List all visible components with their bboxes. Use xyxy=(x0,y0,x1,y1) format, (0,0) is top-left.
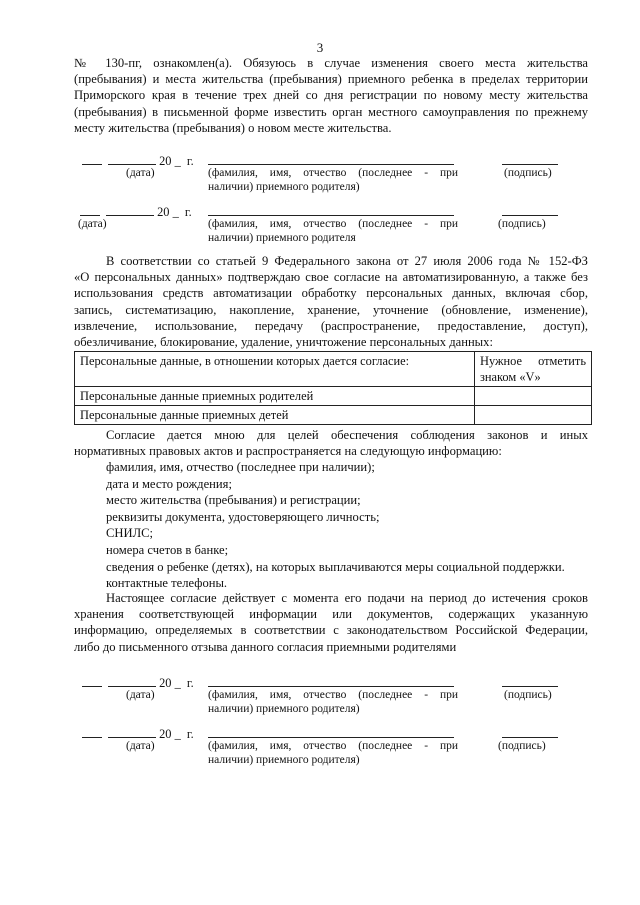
signature-block xyxy=(74,203,594,243)
list-item: СНИЛС; xyxy=(106,526,154,541)
consent-table xyxy=(74,351,592,425)
name-caption: (фамилия, имя, отчество (последнее - при наличии) приемного родителя) xyxy=(208,167,458,193)
purpose-line: Согласие дается мною для целей обеспечения соблюдения законов и иных xyxy=(106,428,588,442)
mark-cell[interactable] xyxy=(475,387,592,406)
purpose-paragraph xyxy=(74,427,588,459)
signature-field[interactable] xyxy=(502,164,558,165)
mark-cell[interactable] xyxy=(475,406,592,425)
signature-field[interactable] xyxy=(502,215,558,216)
consent-line: обезличивание, блокирование, удаление, уничтожение персональных данных: xyxy=(74,335,493,350)
list-item: дата и место рождения; xyxy=(106,476,232,491)
date-caption: (дата) xyxy=(78,218,107,230)
table-cell: Персональные данные приемных родителей xyxy=(75,387,475,406)
list-item: место жительства (пребывания) и регистрации; xyxy=(106,493,361,508)
signature-block xyxy=(74,674,594,714)
list-item: номера счетов в банке; xyxy=(106,542,229,557)
intro-line: № 130-пг, ознакомлен(а). Обязуюсь в случае изменения своего места жительства xyxy=(74,56,588,70)
signature-caption: (подпись) xyxy=(504,689,552,701)
intro-line: (пребывания) и места жительства (пребывания) приемного ребенка в пределах территории xyxy=(74,72,588,87)
validity-line: Настоящее согласие действует с момента его подачи на период до истечения сроков xyxy=(106,591,588,605)
date-caption: (дата) xyxy=(126,740,155,752)
table-row xyxy=(75,406,592,425)
intro-paragraph xyxy=(74,55,588,136)
validity-line: хранения соответствующей информации или документов, содержащих указанную xyxy=(74,607,588,622)
validity-paragraph xyxy=(74,590,588,655)
consent-line: «О персональных данных» подтверждаю свое согласие на автоматизированную, а также без xyxy=(74,270,588,285)
signature-block xyxy=(74,725,594,765)
consent-line: запись, систематизацию, накопление, хранение, уточнение (обновление, изменение), xyxy=(74,302,588,317)
date-caption: (дата) xyxy=(126,167,155,179)
list-item: контактные телефоны. xyxy=(106,576,228,591)
purpose-line: нормативных правовых актов и распространяется на следующую информацию: xyxy=(74,444,502,459)
name-field[interactable] xyxy=(208,215,454,216)
list-item: сведения о ребенке (детях), на которых выплачиваются меры социальной поддержки. xyxy=(106,559,565,574)
signature-field[interactable] xyxy=(502,686,558,687)
intro-line: Приморского края в течение трех дней со дня регистрации по новому месту жительства xyxy=(74,88,588,103)
signature-field[interactable] xyxy=(502,737,558,738)
consent-paragraph xyxy=(74,253,588,350)
list-item: реквизиты документа, удостоверяющего личность; xyxy=(106,509,380,524)
signature-block xyxy=(74,152,594,192)
name-field[interactable] xyxy=(208,737,454,738)
table-row xyxy=(75,387,592,406)
consent-line: В соответствии со статьей 9 Федерального закона от 27 июля 2006 года № 152-ФЗ xyxy=(106,254,588,268)
name-caption: (фамилия, имя, отчество (последнее - при наличии) приемного родителя xyxy=(208,218,458,244)
name-caption: (фамилия, имя, отчество (последнее - при наличии) приемного родителя) xyxy=(208,689,458,715)
validity-line: информацию, определяемых в соответствии с законодательством Российской Федерации, xyxy=(74,623,588,638)
date-field[interactable]: 20 _ г. xyxy=(82,674,202,691)
signature-caption: (подпись) xyxy=(498,218,546,230)
name-field[interactable] xyxy=(208,686,454,687)
table-header-mark-cell: Нужное отметить знаком «V» xyxy=(475,352,592,387)
signature-caption: (подпись) xyxy=(498,740,546,752)
date-caption: (дата) xyxy=(126,689,155,701)
table-cell: Персональные данные приемных детей xyxy=(75,406,475,425)
consent-line: использования средств автоматизации обработку персональных данных, включая сбор, xyxy=(74,286,588,301)
intro-line: месту жительства (пребывания) о новом месте жительства. xyxy=(74,120,392,135)
validity-line: либо до письменного отзыва данного согласия приемными родителями xyxy=(74,639,457,654)
signature-caption: (подпись) xyxy=(504,167,552,179)
table-header-cell: Персональные данные, в отношении которых дается согласие: xyxy=(75,352,475,387)
date-field[interactable]: 20 _ г. xyxy=(80,203,200,220)
consent-line: извлечение, использование, передачу (распространение, предоставление, доступ), xyxy=(74,318,588,333)
list-item: фамилия, имя, отчество (последнее при наличии); xyxy=(106,460,375,474)
table-header-row xyxy=(75,352,592,387)
date-field[interactable]: 20 _ г. xyxy=(82,725,202,742)
name-caption: (фамилия, имя, отчество (последнее - при наличии) приемного родителя) xyxy=(208,740,458,766)
intro-line: (пребывания) в письменной форме известить орган местного самоуправления по прежнему xyxy=(74,104,588,119)
page-number: 3 xyxy=(316,40,324,55)
date-field[interactable]: 20 _ г. xyxy=(82,152,202,169)
name-field[interactable] xyxy=(208,164,454,165)
info-list xyxy=(106,459,596,592)
